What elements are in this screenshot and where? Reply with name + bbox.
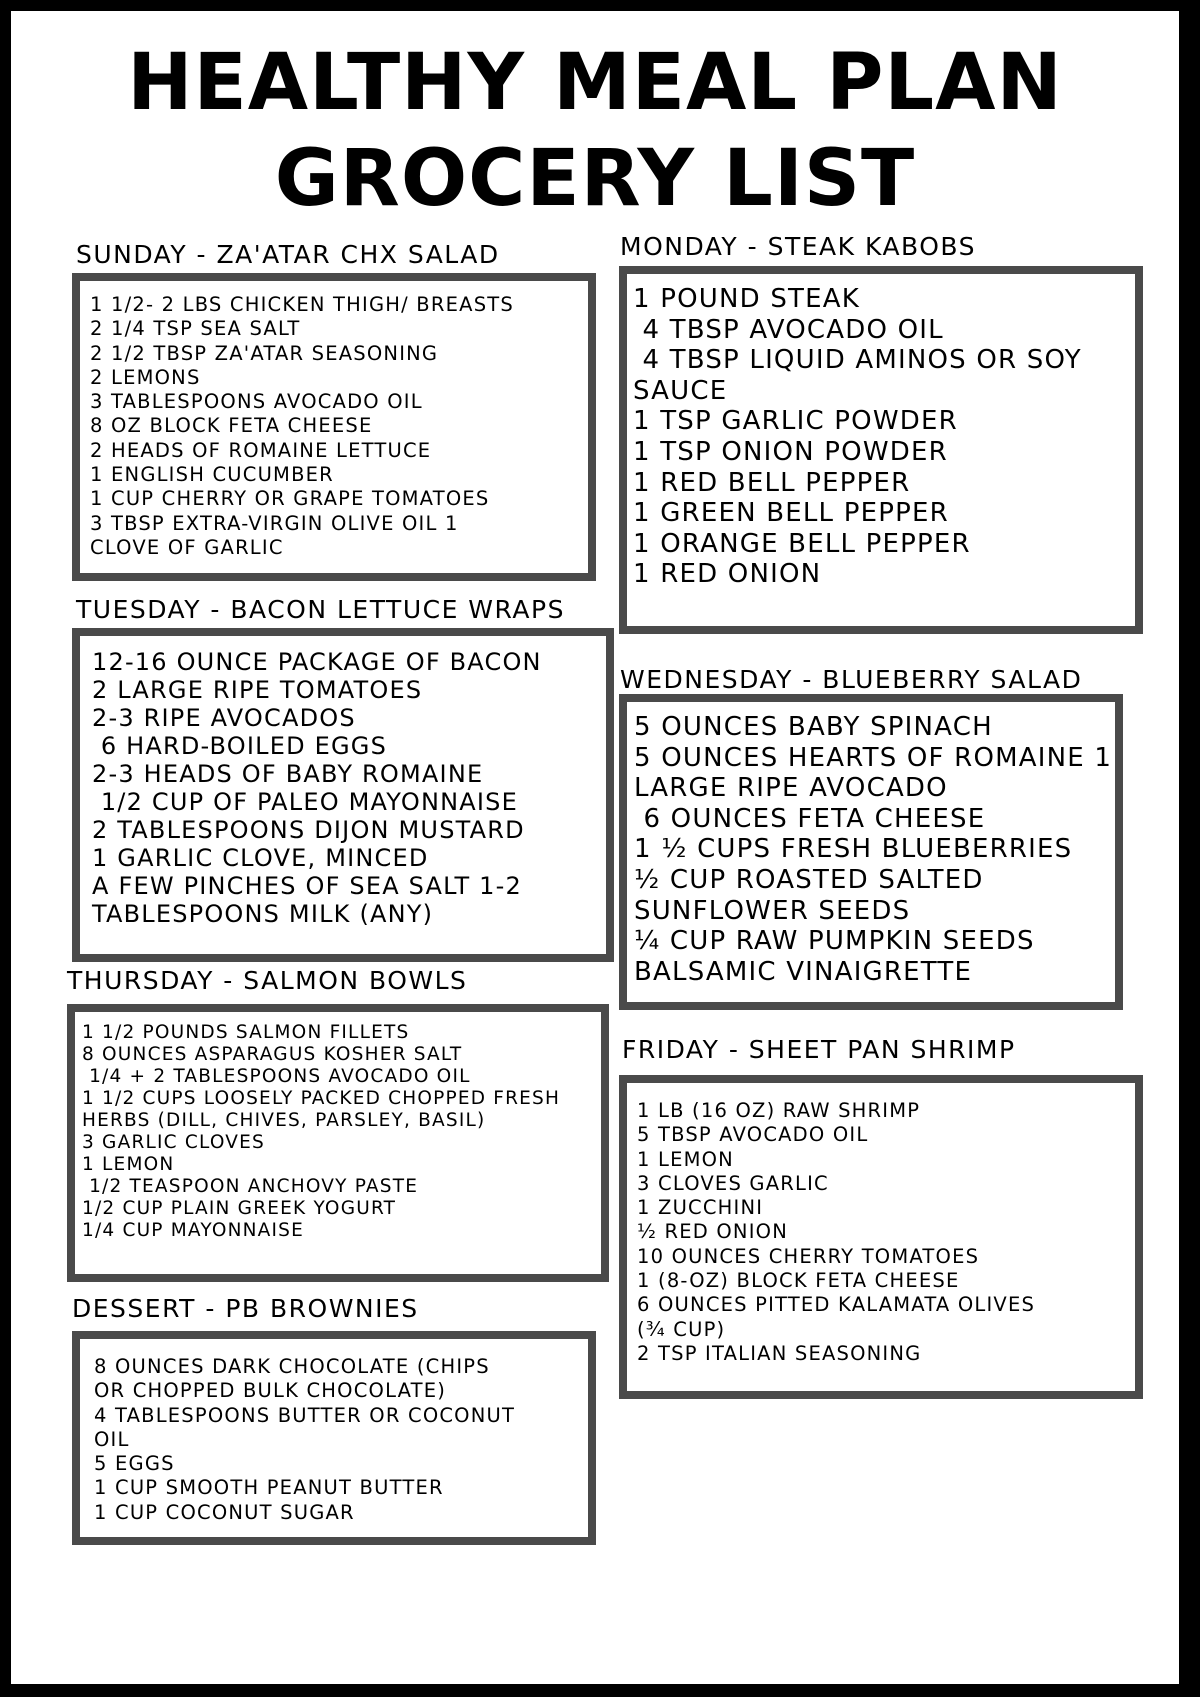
- thursday-items: [82, 1022, 601, 1242]
- grocery-item: 1 ORANGE BELL PEPPER: [633, 528, 971, 559]
- thursday-heading: THURSDAY - SALMON BOWLS: [67, 966, 468, 995]
- wednesday-items: [634, 712, 1115, 987]
- grocery-item: 5 TBSP AVOCADO OIL: [637, 1123, 869, 1147]
- wednesday-heading: WEDNESDAY - BLUEBERRY SALAD: [620, 665, 1083, 694]
- grocery-item: 5 OUNCES HEARTS OF ROMAINE 1: [634, 742, 1113, 773]
- grocery-item: 2 LARGE RIPE TOMATOES: [92, 676, 423, 704]
- grocery-item: 1/2 TEASPOON ANCHOVY PASTE: [82, 1176, 419, 1197]
- dessert-list-box: [72, 1331, 596, 1545]
- grocery-item: 6 HARD-BOILED EGGS: [92, 732, 388, 760]
- grocery-item: 6 OUNCES FETA CHEESE: [634, 803, 986, 834]
- grocery-item: 2 TSP ITALIAN SEASONING: [637, 1341, 922, 1365]
- page-title: [11, 35, 1179, 227]
- wednesday-list-box: [619, 694, 1123, 1010]
- grocery-item: 1/4 + 2 TABLESPOONS AVOCADO OIL: [82, 1066, 471, 1087]
- grocery-item: 1/2 CUP PLAIN GREEK YOGURT: [82, 1198, 397, 1219]
- grocery-item: 2-3 RIPE AVOCADOS: [92, 704, 356, 732]
- grocery-item: OR CHOPPED BULK CHOCOLATE): [94, 1379, 447, 1403]
- grocery-item: 2-3 HEADS OF BABY ROMAINE: [92, 760, 484, 788]
- grocery-item: 1 GARLIC CLOVE, MINCED: [92, 844, 429, 872]
- tuesday-heading: TUESDAY - BACON LETTUCE WRAPS: [76, 595, 565, 624]
- grocery-item: 1 CUP COCONUT SUGAR: [94, 1500, 355, 1524]
- thursday-list-box: [67, 1004, 609, 1282]
- monday-heading: MONDAY - STEAK KABOBS: [620, 232, 977, 261]
- tuesday-items: [92, 648, 606, 928]
- grocery-item: 1 1/2 POUNDS SALMON FILLETS: [82, 1022, 410, 1043]
- grocery-item: ¼ CUP RAW PUMPKIN SEEDS: [634, 926, 1035, 957]
- grocery-item: 3 GARLIC CLOVES: [82, 1132, 265, 1153]
- sunday-list-box: [72, 273, 596, 581]
- grocery-item: 5 EGGS: [94, 1452, 175, 1476]
- grocery-item: 10 OUNCES CHERRY TOMATOES: [637, 1244, 980, 1268]
- grocery-item: SAUCE: [633, 375, 728, 406]
- grocery-item: 4 TBSP AVOCADO OIL: [633, 314, 944, 345]
- grocery-item: 1 ENGLISH CUCUMBER: [90, 463, 334, 487]
- grocery-item: LARGE RIPE AVOCADO: [634, 773, 948, 804]
- grocery-item: CLOVE OF GARLIC: [90, 535, 284, 559]
- grocery-item: HERBS (DILL, CHIVES, PARSLEY, BASIL): [82, 1110, 486, 1131]
- grocery-item: SUNFLOWER SEEDS: [634, 895, 911, 926]
- grocery-item: 4 TBSP LIQUID AMINOS OR SOY: [633, 345, 1082, 376]
- grocery-item: 1 (8-OZ) BLOCK FETA CHEESE: [637, 1269, 960, 1293]
- grocery-item: 1/2 CUP OF PALEO MAYONNAISE: [92, 788, 518, 816]
- friday-list-box: [619, 1075, 1143, 1399]
- grocery-item: ½ CUP ROASTED SALTED: [634, 864, 984, 895]
- friday-items: [637, 1099, 1135, 1366]
- grocery-item: 4 TABLESPOONS BUTTER OR COCONUT: [94, 1403, 516, 1427]
- friday-heading: FRIDAY - SHEET PAN SHRIMP: [622, 1035, 1016, 1064]
- grocery-item: 2 1/4 TSP SEA SALT: [90, 317, 301, 341]
- grocery-item: 2 LEMONS: [90, 365, 201, 389]
- grocery-item: 2 1/2 TBSP ZA'ATAR SEASONING: [90, 341, 439, 365]
- grocery-item: 1 1/2 CUPS LOOSELY PACKED CHOPPED FRESH: [82, 1088, 561, 1109]
- title-line-1: HEALTHY MEAL PLAN: [127, 38, 1063, 128]
- grocery-item: 1 TSP GARLIC POWDER: [633, 406, 958, 437]
- grocery-item: (¾ CUP): [637, 1317, 726, 1341]
- grocery-item: 1 CUP CHERRY OR GRAPE TOMATOES: [90, 487, 490, 511]
- grocery-item: 6 OUNCES PITTED KALAMATA OLIVES: [637, 1293, 1036, 1317]
- grocery-item: 12-16 OUNCE PACKAGE OF BACON: [92, 648, 542, 676]
- grocery-item: 1 LB (16 OZ) RAW SHRIMP: [637, 1099, 921, 1122]
- grocery-item: 1 RED BELL PEPPER: [633, 467, 911, 498]
- grocery-item: 3 TABLESPOONS AVOCADO OIL: [90, 390, 423, 414]
- grocery-item: TABLESPOONS MILK (ANY): [92, 900, 434, 928]
- dessert-items: [94, 1355, 588, 1525]
- grocery-item: A FEW PINCHES OF SEA SALT 1-2: [92, 872, 522, 900]
- grocery-item: OIL: [94, 1427, 130, 1451]
- grocery-item: 1 POUND STEAK: [633, 284, 860, 314]
- grocery-item: 8 OZ BLOCK FETA CHEESE: [90, 414, 373, 438]
- grocery-item: 2 HEADS OF ROMAINE LETTUCE: [90, 438, 432, 462]
- grocery-item: 3 CLOVES GARLIC: [637, 1171, 829, 1195]
- monday-items: [633, 284, 1135, 590]
- grocery-item: 1 TSP ONION POWDER: [633, 436, 948, 467]
- grocery-item: ½ RED ONION: [637, 1220, 789, 1244]
- title-line-2: GROCERY LIST: [274, 134, 916, 224]
- grocery-item: 1 CUP SMOOTH PEANUT BUTTER: [94, 1476, 444, 1500]
- tuesday-list-box: [72, 628, 614, 962]
- grocery-item: 1 GREEN BELL PEPPER: [633, 498, 949, 529]
- sunday-heading: SUNDAY - ZA'ATAR CHX SALAD: [76, 240, 500, 269]
- grocery-item: 8 OUNCES DARK CHOCOLATE (CHIPS: [94, 1355, 490, 1378]
- grocery-item: 5 OUNCES BABY SPINACH: [634, 712, 993, 742]
- grocery-list-sheet: [11, 11, 1179, 1684]
- grocery-item: 1 ½ CUPS FRESH BLUEBERRIES: [634, 834, 1073, 865]
- grocery-item: 1 1/2- 2 LBS CHICKEN THIGH/ BREASTS: [90, 293, 514, 316]
- dessert-heading: DESSERT - PB BROWNIES: [72, 1294, 419, 1323]
- monday-list-box: [619, 266, 1143, 634]
- grocery-item: 1 LEMON: [82, 1154, 175, 1175]
- grocery-item: 2 TABLESPOONS DIJON MUSTARD: [92, 816, 525, 844]
- grocery-item: 1/4 CUP MAYONNAISE: [82, 1220, 305, 1241]
- grocery-item: 8 OUNCES ASPARAGUS KOSHER SALT: [82, 1044, 463, 1065]
- sunday-items: [90, 293, 588, 560]
- grocery-item: BALSAMIC VINAIGRETTE: [634, 956, 973, 987]
- grocery-item: 1 RED ONION: [633, 559, 822, 590]
- grocery-item: 3 TBSP EXTRA-VIRGIN OLIVE OIL 1: [90, 511, 459, 535]
- grocery-item: 1 LEMON: [637, 1147, 734, 1171]
- grocery-item: 1 ZUCCHINI: [637, 1196, 764, 1220]
